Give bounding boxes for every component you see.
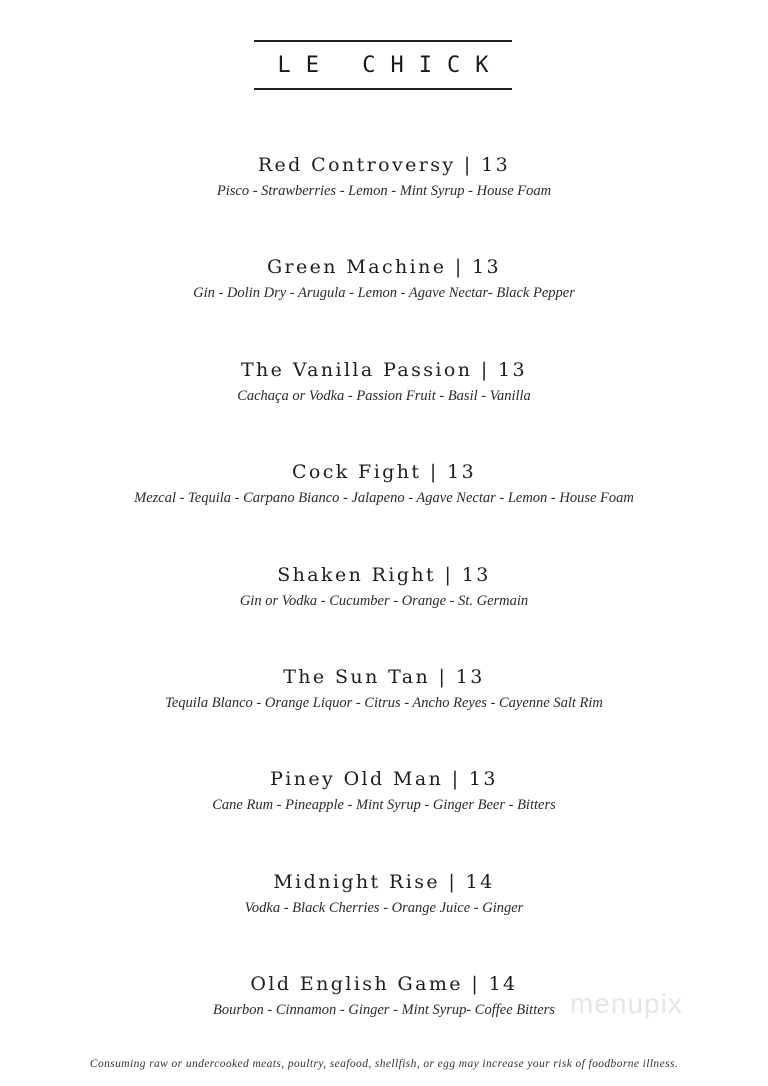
menu-item-description: Cachaça or Vodka - Passion Fruit - Basil - Vanilla: [237, 387, 531, 404]
menu-item: [0, 150, 768, 252]
menu-item: [0, 764, 768, 866]
menu-item-name: Old English Game | 14: [250, 973, 518, 996]
menu-item-name: Red Controversy | 13: [257, 154, 511, 176]
cocktail-menu: [0, 150, 768, 1072]
title-block: [254, 40, 512, 90]
menu-item: [0, 560, 768, 662]
menu-item-description: Vodka - Black Cherries - Orange Juice - Ginger: [244, 899, 524, 916]
menu-item-description: Pisco - Strawberries - Lemon - Mint Syrup - House Foam: [216, 183, 552, 199]
menu-item-name: Midnight Rise | 14: [273, 870, 495, 893]
menu-item-description: Tequila Blanco - Orange Liquor - Citrus - Ancho Reyes - Cayenne Salt Rim: [165, 694, 603, 711]
menu-item-name: Piney Old Man | 13: [270, 768, 498, 791]
menu-item: [0, 867, 768, 969]
menu-item-name: Shaken Right | 13: [277, 563, 491, 586]
menu-item-name: The Vanilla Passion | 13: [240, 358, 528, 381]
menu-item-description: Cane Rum - Pineapple - Mint Syrup - Ginger Beer - Bitters: [212, 797, 556, 814]
menu-item-description: Gin or Vodka - Cucumber - Orange - St. Germain: [239, 592, 529, 609]
menu-item-name: Cock Fight | 13: [291, 461, 477, 484]
menu-item: [0, 662, 768, 764]
menu-item-description: Gin - Dolin Dry - Arugula - Lemon - Agave Nectar- Black Pepper: [193, 285, 575, 302]
menu-item-description: Bourbon - Cinnamon - Ginger - Mint Syrup- Coffee Bitters: [213, 1002, 555, 1019]
menu-title: LE CHICK: [277, 52, 504, 78]
foodborne-illness-disclaimer: Consuming raw or undercooked meats, poultry, seafood, shellfish, or egg may increase your risk of foodborne illness.: [89, 1058, 679, 1070]
menu-item: [0, 355, 768, 457]
menu-item-name: The Sun Tan | 13: [283, 665, 485, 688]
menu-item: [0, 969, 768, 1071]
menu-item: [0, 457, 768, 559]
watermark: menupix: [570, 988, 683, 1019]
menu-item: [0, 252, 768, 354]
menu-item-name: Green Machine | 13: [266, 256, 502, 279]
menu-item-description: Mezcal - Tequila - Carpano Bianco - Jalapeno - Agave Nectar - Lemon - House Foam: [134, 490, 634, 507]
